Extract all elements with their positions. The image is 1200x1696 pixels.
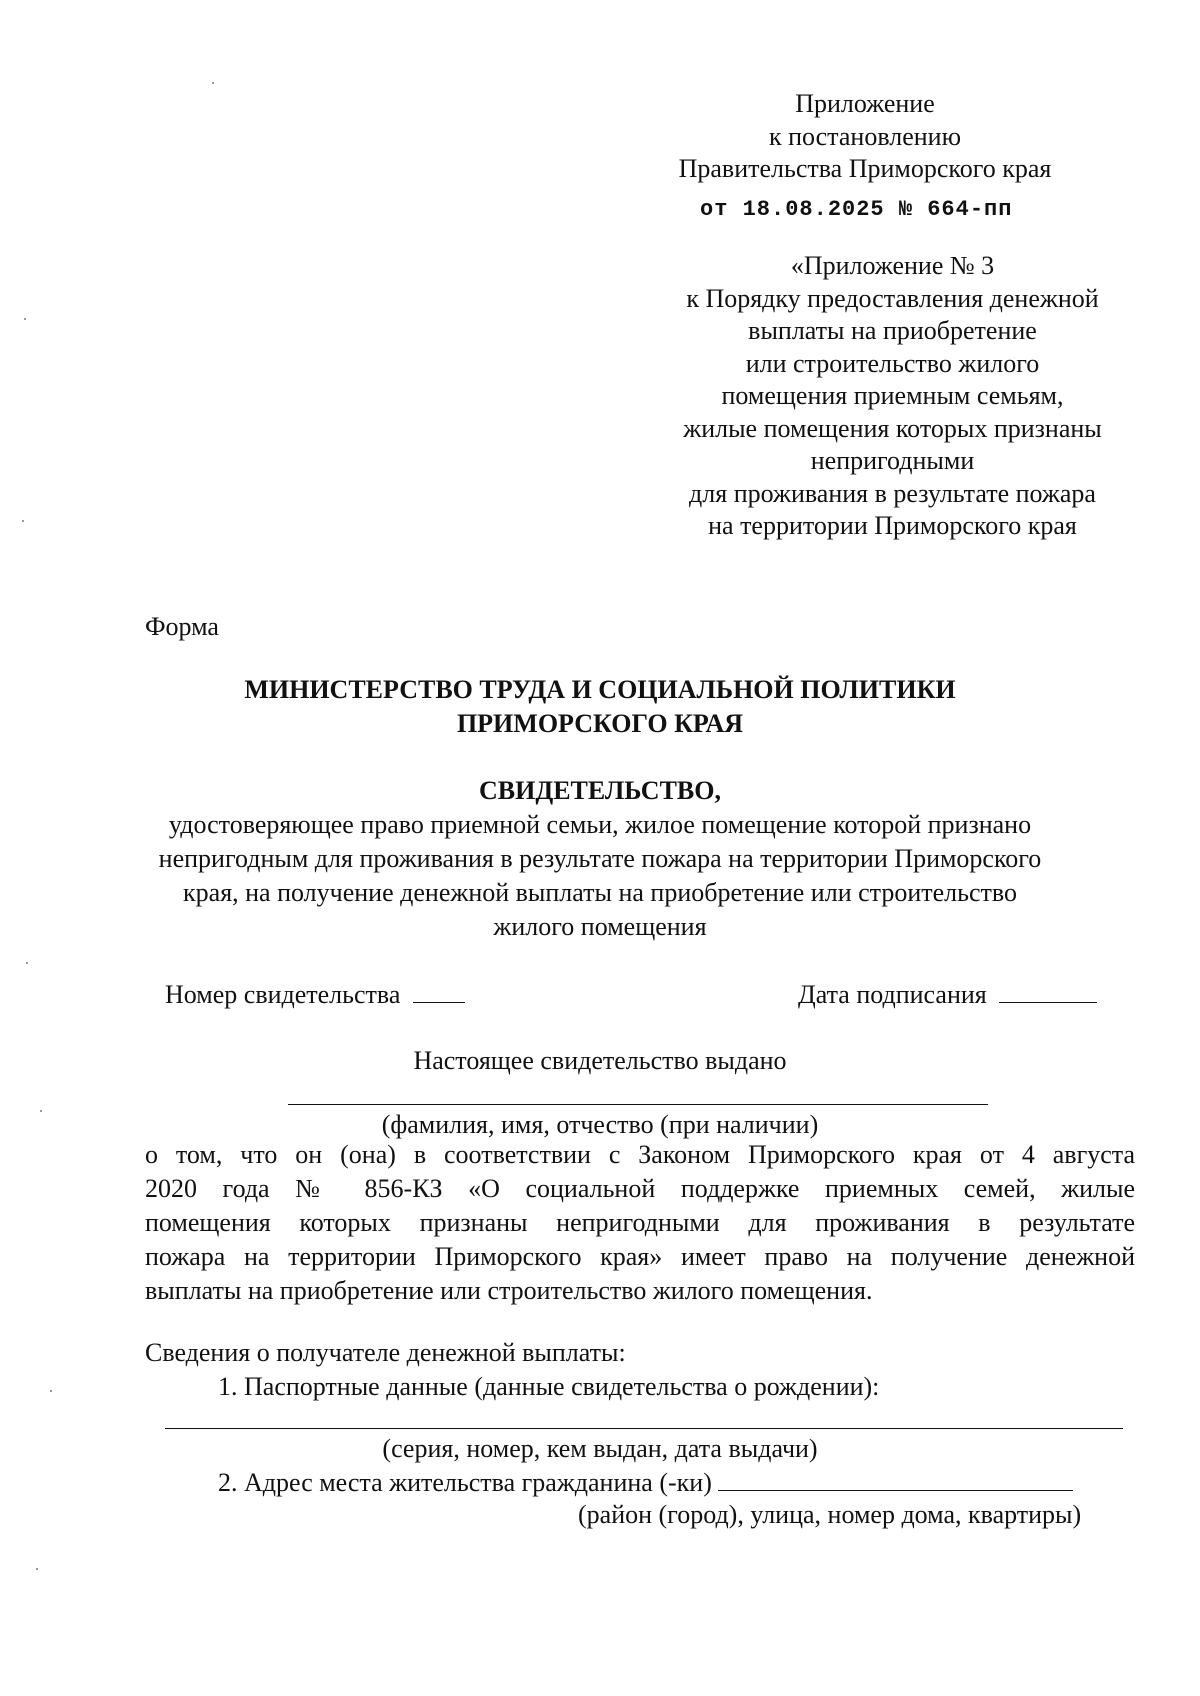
appendix-3-line-3: выплаты на приобретение [748,316,1037,345]
ministry-heading-line-2: ПРИМОРСКОГО КРАЯ [456,709,744,738]
appendix-3-line-8: для проживания в результате пожара [689,478,1096,508]
name-caption: (фамилия, имя, отчество (при наличии) [381,1110,819,1139]
scan-speck [26,962,28,964]
certificate-number-blank[interactable] [413,1002,465,1003]
appendix-3-line-6: жилые помещения которых признаны [683,413,1102,443]
certificate-subtitle-line-4: жилого помещения [493,912,707,941]
scan-speck [212,82,214,84]
body-line-1: о том, что он (она) в соответствии с Законом Приморского края от 4 августа [145,1140,1135,1169]
appendix-header-line-1: Приложение [795,89,935,118]
form-label: Форма [145,612,219,641]
signing-date-blank[interactable] [999,1002,1097,1003]
passport-caption: (серия, номер, кем выдан, дата выдачи) [382,1434,818,1463]
recipient-item-2-field [218,1468,1073,1498]
certificate-number-label: Номер свидетельства [165,980,401,1009]
appendix-3-block [655,250,1130,543]
recipient-heading: Сведения о получателе денежной выплаты: [145,1338,626,1367]
recipient-item-2: 2. Адрес места жительства гражданина (-ки) [218,1468,712,1497]
body-line-5: выплаты на приобретение или строительство жилого помещения. [145,1276,873,1305]
appendix-3-line-1: «Приложение № 3 [790,251,995,280]
appendix-3-line-2: к Порядку предоставления денежной [686,283,1099,313]
scan-speck [36,1568,38,1570]
appendix-3-line-7: непригодными [810,446,975,475]
appendix-stamp-line: от 18.08.2025 № 664-пп [700,197,1013,222]
name-blank-line[interactable] [288,1104,988,1105]
body-line-2: 2020 года № 856-КЗ «О социальной поддержке приемных семей, жилые [145,1174,1135,1203]
certificate-number-field [165,980,465,1010]
issued-to-text: Настоящее свидетельство выдано [413,1046,787,1075]
signing-date-field [798,980,1097,1010]
certificate-subtitle-line-2: непригодным для проживания в результате пожара на территории Приморского [158,844,1042,873]
certificate-subtitle-line-3: края, на получение денежной выплаты на приобретение или строительство [183,878,1017,907]
appendix-3-line-9: на территории Приморского края [708,511,1077,540]
body-paragraph [145,1138,1135,1308]
scan-speck [50,1390,52,1392]
appendix-header-line-3: Правительства Приморского края [678,154,1052,183]
passport-blank-line[interactable] [165,1428,1123,1429]
address-caption: (район (город), улица, номер дома, квартиры) [578,1500,1082,1529]
scan-speck [40,1110,42,1112]
recipient-item-1: 1. Паспортные данные (данные свидетельства о рождении): [218,1372,880,1401]
body-line-4: пожара на территории Приморского края» имеет право на получение денежной [145,1242,1135,1271]
appendix-3-line-4: или строительство жилого [745,348,1040,378]
address-blank[interactable] [718,1490,1073,1491]
certificate-subtitle-line-1: удостоверяющее право приемной семьи, жилое помещение которой признано [168,810,1032,839]
appendix-header [655,88,1075,186]
body-line-3: помещения которых признаны непригодными для проживания в результате [145,1208,1135,1237]
appendix-header-line-2: к постановлению [768,121,962,151]
ministry-heading-line-1: МИНИСТЕРСТВО ТРУДА И СОЦИАЛЬНОЙ ПОЛИТИКИ [244,675,956,704]
signing-date-label: Дата подписания [798,980,987,1009]
scan-speck [24,318,26,320]
appendix-3-line-5: помещения приемным семьям, [721,381,1064,410]
certificate-title: СВИДЕТЕЛЬСТВО, [478,776,721,805]
scan-speck [22,520,24,522]
